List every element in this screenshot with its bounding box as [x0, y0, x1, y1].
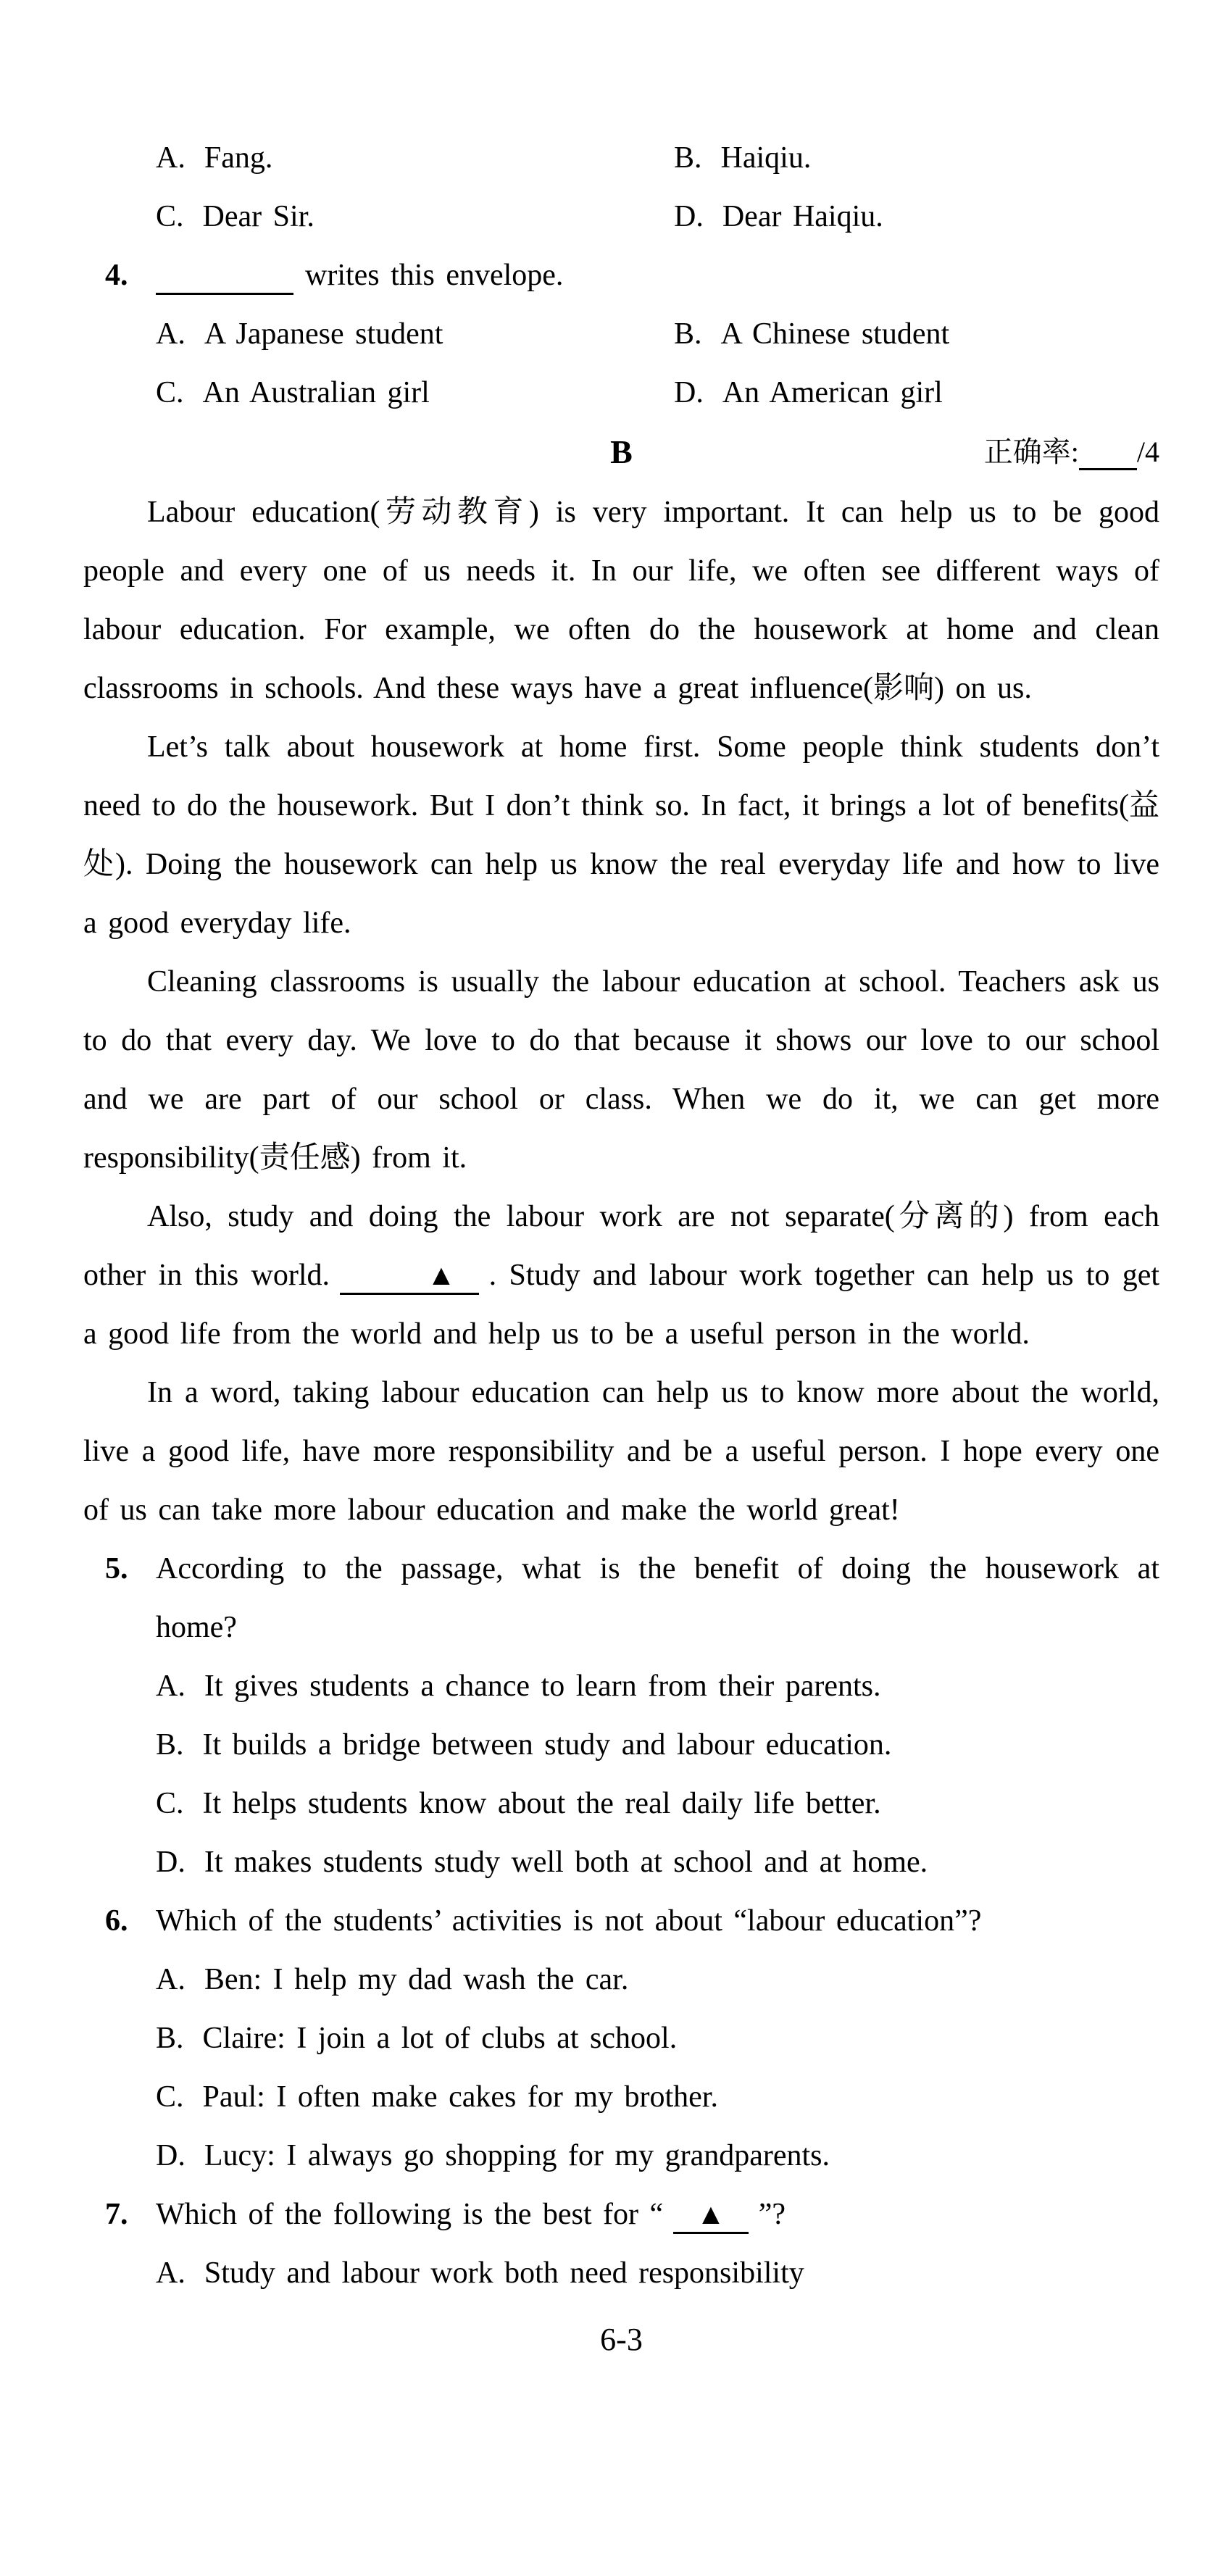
- option-b: [674, 129, 1159, 188]
- option-text: A Chinese student: [720, 317, 950, 351]
- question-6-options: [156, 1951, 1159, 2185]
- option-label: D.: [674, 376, 704, 409]
- option-label: C.: [156, 200, 184, 233]
- option-a: [156, 305, 674, 364]
- option-c: [156, 2068, 1159, 2127]
- question-stem-text: ”?: [758, 2198, 786, 2231]
- option-text: Paul: I often make cakes for my brother.: [202, 2080, 718, 2114]
- option-text: It gives students a chance to learn from their parents.: [204, 1670, 881, 1703]
- option-text: It builds a bridge between study and labour education.: [202, 1728, 892, 1762]
- option-label: D.: [156, 2139, 186, 2172]
- option-text: Lucy: I always go shopping for my grandparents.: [204, 2139, 830, 2172]
- option-text: Dear Haiqiu.: [722, 200, 883, 233]
- option-text: Claire: I join a lot of clubs at school.: [202, 2022, 678, 2055]
- question-5-options: [156, 1657, 1159, 1892]
- option-d: [156, 2127, 1159, 2185]
- question-7: [83, 2185, 1159, 2303]
- option-d: [156, 1833, 1159, 1892]
- option-label: A.: [156, 317, 186, 351]
- option-a: [156, 1657, 1159, 1716]
- option-d: [674, 188, 1159, 246]
- question-stem-text: Which of the following is the best for “: [156, 2198, 664, 2231]
- option-label: B.: [674, 141, 702, 175]
- triangle-blank: [340, 1258, 479, 1295]
- option-text: Study and labour work both need responsibility: [204, 2256, 804, 2290]
- question-5: [83, 1540, 1159, 1892]
- option-label: B.: [156, 2022, 184, 2055]
- question-number: 4.: [105, 259, 128, 292]
- option-b: [156, 2009, 1159, 2068]
- passage-paragraph-2: Let’s talk about housework at home first. Some people think students don’t need to do the housework. But I don’t think so. In fact, it brings a lot of benefits(益处). Doing the housework can help us know the real everyday life and how to live a good everyday life.: [83, 730, 1159, 940]
- option-label: D.: [674, 200, 704, 233]
- option-b: [674, 305, 1159, 364]
- triangle-glyph: ▲: [696, 2198, 725, 2230]
- question-stem: [156, 2185, 1159, 2244]
- option-text: An American girl: [722, 376, 943, 409]
- passage-paragraph-4: [83, 1188, 1159, 1364]
- option-label: B.: [674, 317, 702, 351]
- question-stem: Which of the students’ activities is not about “labour education”?: [156, 1904, 982, 1938]
- option-label: A.: [156, 1963, 186, 1996]
- question-number: 5.: [105, 1552, 128, 1585]
- option-label: A.: [156, 141, 186, 175]
- question-3-options: [83, 129, 1159, 246]
- section-label: B: [610, 433, 633, 470]
- accuracy-total: /4: [1136, 435, 1159, 468]
- option-label: D.: [156, 1846, 186, 1879]
- question-stem: [156, 246, 1159, 305]
- option-text: It helps students know about the real daily life better.: [202, 1787, 881, 1820]
- question-7-options: [156, 2244, 1159, 2303]
- accuracy-blank: [1079, 462, 1137, 470]
- option-b: [156, 1716, 1159, 1775]
- passage-paragraph-1: Labour education(劳动教育) is very important. It can help us to be good people and every one of us needs it. In our life, we often see different ways of labour education. For example, we often do the housework at home and clean classrooms in schools. And these ways have a great influence(影响) on us.: [83, 496, 1159, 705]
- page-number: 6-3: [600, 2322, 643, 2357]
- question-number: 7.: [105, 2198, 128, 2231]
- option-c: [156, 364, 674, 422]
- question-stem: According to the passage, what is the benefit of doing the housework at home?: [156, 1552, 1159, 1644]
- option-a: [156, 129, 674, 188]
- question-4: [83, 246, 1159, 305]
- paragraph-text: Also, study and doing the labour work are not separate(分离的) from each other in this world.: [83, 1200, 1159, 1292]
- option-label: C.: [156, 376, 184, 409]
- option-label: C.: [156, 2080, 184, 2114]
- option-label: C.: [156, 1787, 184, 1820]
- question-4-options: [83, 305, 1159, 422]
- option-text: It makes students study well both at school and at home.: [204, 1846, 928, 1879]
- triangle-blank: [673, 2197, 749, 2234]
- accuracy-field: [984, 422, 1159, 481]
- accuracy-label: 正确率:: [983, 435, 1079, 468]
- option-a: [156, 1951, 1159, 2009]
- option-text: Ben: I help my dad wash the car.: [204, 1963, 629, 1996]
- option-label: A.: [156, 1670, 186, 1703]
- option-label: A.: [156, 2256, 186, 2290]
- option-c: [156, 188, 674, 246]
- answer-blank: [156, 285, 293, 295]
- question-number: 6.: [105, 1904, 128, 1938]
- option-text: Haiqiu.: [720, 141, 812, 175]
- question-stem-text: writes this envelope.: [305, 259, 564, 292]
- paragraph-text: . Study and labour work together can help us to get a good life from the world and help us to be a useful person in the world.: [83, 1259, 1160, 1351]
- passage-paragraph-5: In a word, taking labour education can help us to know more about the world, live a good life, have more responsibility and be a useful person. I hope every one of us can take more labour education and make the world great!: [83, 1376, 1159, 1527]
- option-text: An Australian girl: [202, 376, 430, 409]
- option-text: Fang.: [204, 141, 273, 175]
- option-d: [674, 364, 1159, 422]
- passage-paragraph-3: Cleaning classrooms is usually the labour education at school. Teachers ask us to do that every day. We love to do that because it shows our love to our school and we are part of our school or class. When we do it, we can get more responsibility(责任感) from it.: [83, 965, 1159, 1175]
- option-a: [156, 2244, 1159, 2303]
- option-label: B.: [156, 1728, 184, 1762]
- triangle-glyph: ▲: [427, 1259, 456, 1291]
- option-text: A Japanese student: [204, 317, 443, 351]
- option-text: Dear Sir.: [202, 200, 314, 233]
- option-c: [156, 1775, 1159, 1833]
- section-b-header: [83, 422, 1159, 483]
- question-6: [83, 1892, 1159, 2185]
